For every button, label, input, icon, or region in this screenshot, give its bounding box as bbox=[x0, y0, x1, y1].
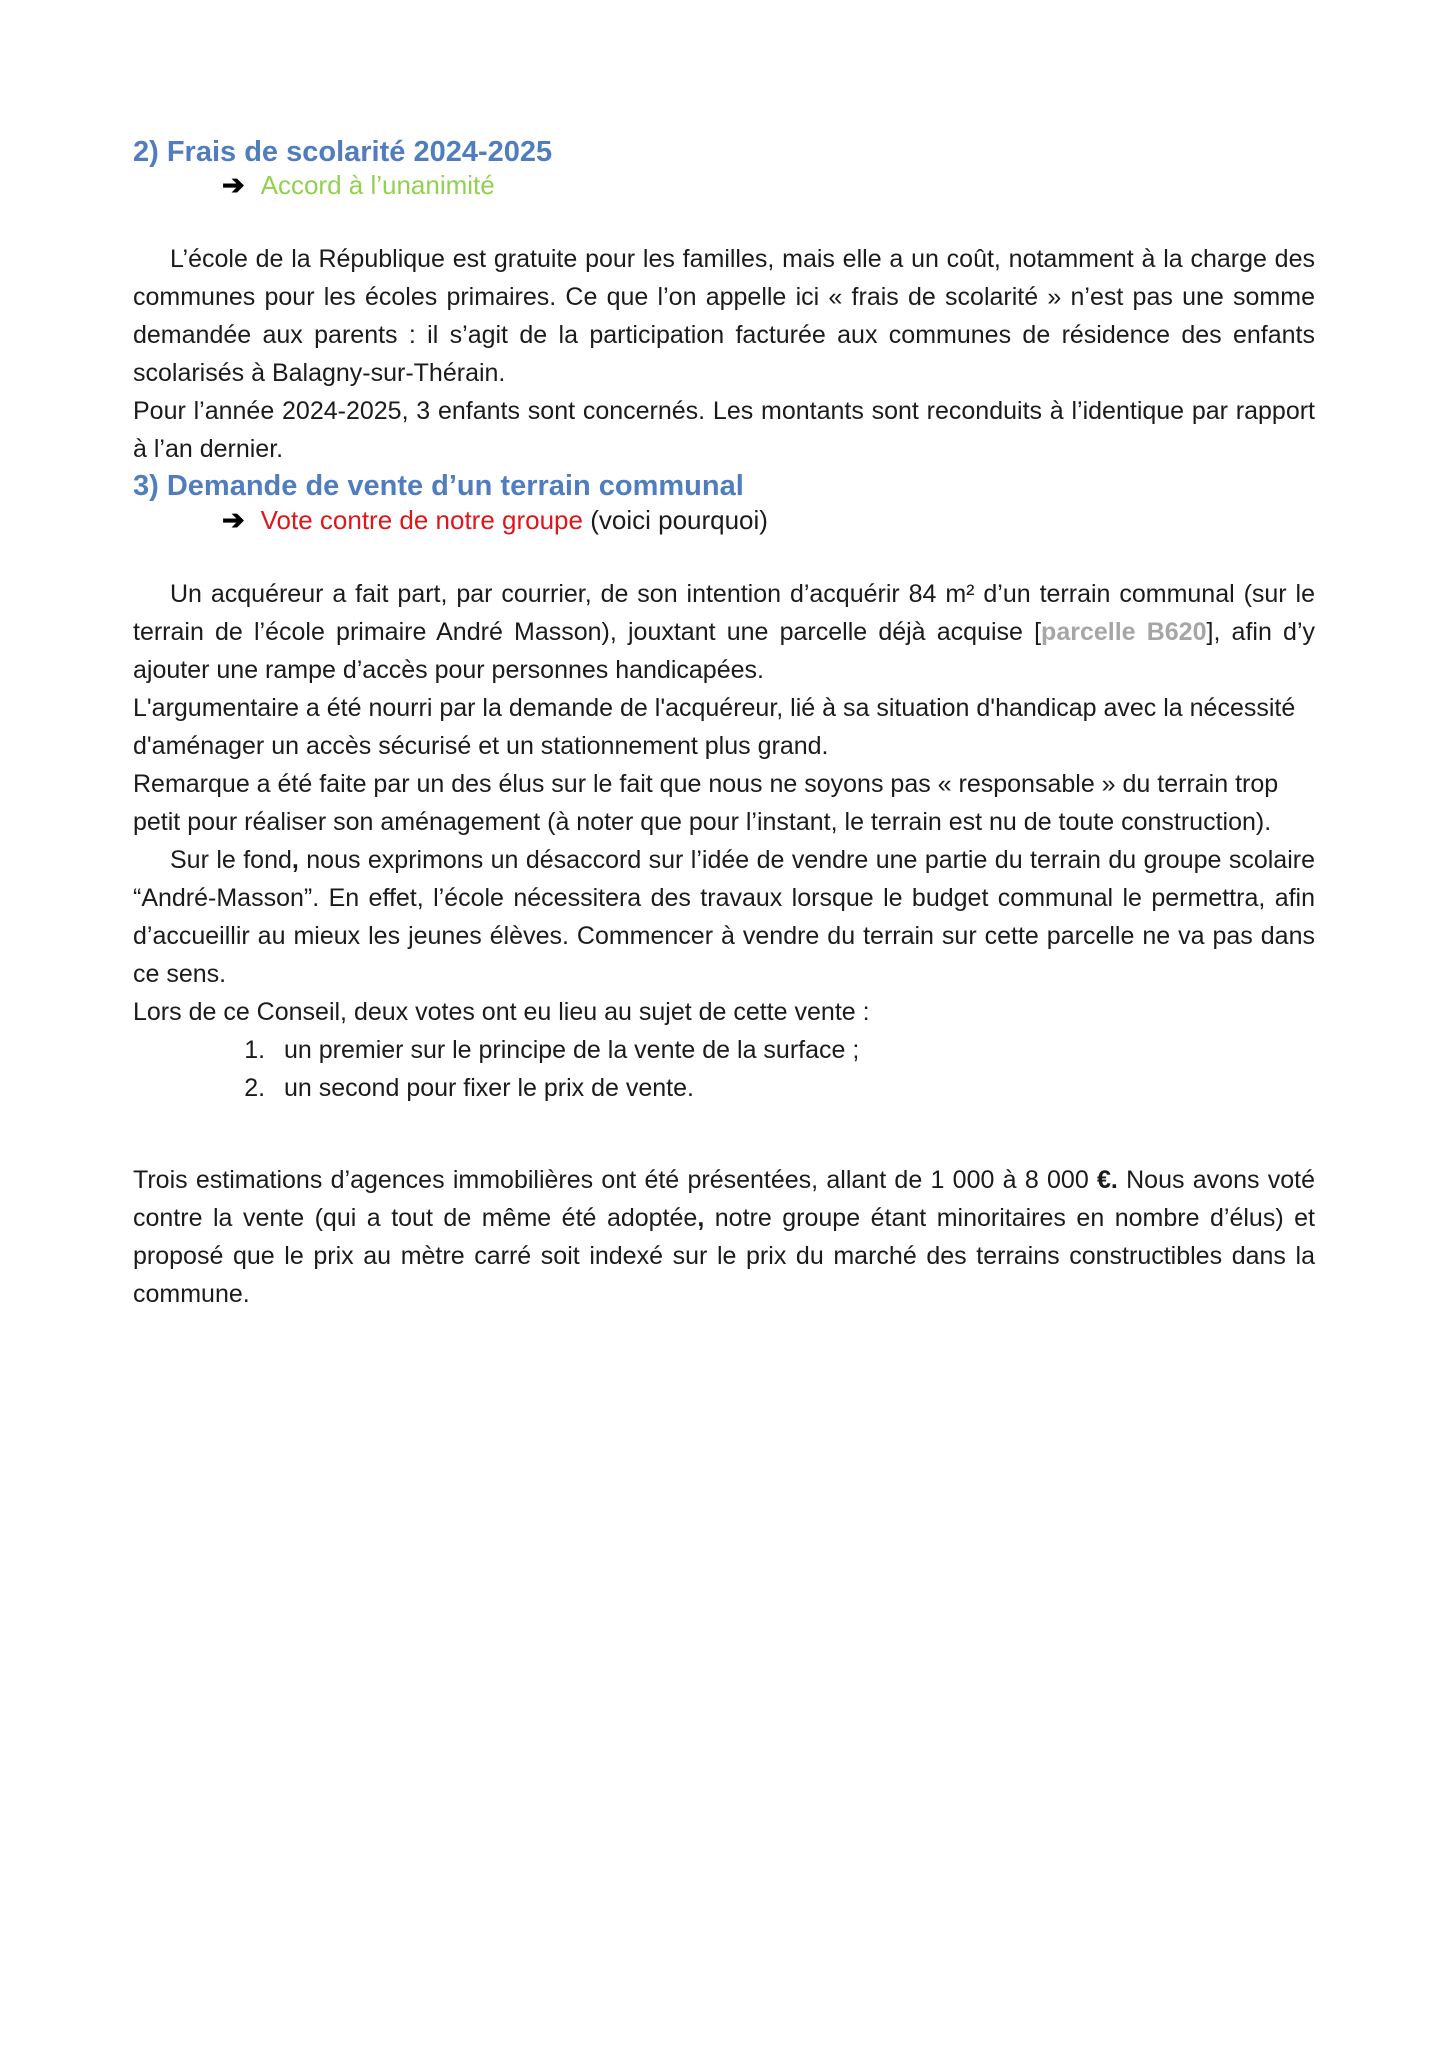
vote-against-text: Vote contre de notre groupe bbox=[260, 504, 583, 535]
paragraph-group-position bbox=[133, 841, 1315, 993]
text-segment: , bbox=[291, 845, 299, 874]
text-segment: parcelle B620 bbox=[1041, 617, 1207, 646]
text-segment: Sur le fond bbox=[170, 845, 292, 874]
section-2-heading: 2) Frais de scolarité 2024-2025 bbox=[133, 136, 553, 168]
arrow-icon: ➔ bbox=[222, 170, 245, 201]
paragraph-elected-remark bbox=[133, 765, 1315, 841]
decision-suffix: (voici pourquoi) bbox=[582, 504, 768, 535]
text-segment: Remarque a été faite par un des élus sur le fait que nous ne soyons pas « responsable » du terrain trop petit pour réaliser son aménagement (à noter que pour l’instant, le terrain est nu de toute construction). bbox=[133, 769, 1279, 836]
vote-list-item-1: 1. un premier sur le principe de la vente de la surface ; bbox=[272, 1031, 1315, 1069]
vote-list-item-2: 2. un second pour fixer le prix de vente. bbox=[272, 1069, 1315, 1107]
paragraph-school-fees-intro bbox=[133, 240, 1315, 392]
text-segment: Pour l’année 2024-2025, 3 enfants sont concernés. Les montants sont reconduits à l’identique par rapport à l’an dernier. bbox=[133, 397, 1315, 464]
arrow-icon: ➔ bbox=[222, 504, 245, 535]
text-segment: Lors de ce Conseil, deux votes ont eu lieu au sujet de cette vente : bbox=[133, 997, 870, 1026]
text-segment: Un acquéreur a fait part, par courrier, de son intention d’acquérir 84 m² d’un terrain communal (sur le terrain de l’école primaire André Masson), jouxtant une parcelle déjà acquise [ bbox=[133, 579, 1315, 646]
section-3-decision-text bbox=[261, 505, 768, 535]
text-segment: nous exprimons un désaccord sur l’idée de vendre une partie du terrain du groupe scolaire “André-Masson”. En effet, l’école nécessitera des travaux lorsque le budget communal le permettra, afin d’accueillir au mieux les jeunes élèves. Commencer à vendre du terrain sur cette parcelle ne va pas dans ce sens. bbox=[133, 845, 1315, 988]
paragraph-two-votes-intro bbox=[133, 993, 1315, 1031]
text-segment: Nous avons voté contre la vente (qui a tout de même été adoptée bbox=[133, 1165, 1315, 1232]
paragraph-buyer-argument bbox=[133, 689, 1315, 765]
text-segment: Trois estimations d’agences immobilières ont été présentées, allant de 1 000 à 8 000 bbox=[133, 1165, 1097, 1194]
paragraph-buyer-request bbox=[133, 575, 1315, 689]
text-segment: ], afin d’y ajouter une rampe d’accès pour personnes handicapées. bbox=[133, 617, 1315, 684]
text-segment: , bbox=[697, 1203, 705, 1232]
section-3-heading: 3) Demande de vente d’un terrain communal bbox=[133, 470, 744, 503]
paragraph-estimations-result bbox=[133, 1161, 1315, 1313]
paragraph-school-fees-amounts bbox=[133, 392, 1315, 468]
text-segment: L’école de la République est gratuite pour les familles, mais elle a un coût, notamment à la charge des communes pour les écoles primaires. Ce que l’on appelle ici « frais de scolarité » n’est pas une somme demandée aux parents : il s’agit de la participation facturée aux communes de résidence des enfants scolarisés à Balagny-sur-Thérain. bbox=[133, 245, 1315, 388]
text-segment: €. bbox=[1097, 1165, 1118, 1194]
section-2-decision-text: Accord à l’unanimité bbox=[260, 170, 495, 201]
text-segment: L'argumentaire a été nourri par la demande de l'acquéreur, lié à sa situation d'handicap avec la nécessité d'aménager un accès sécurisé et un stationnement plus grand. bbox=[133, 693, 1296, 760]
section-2-decision-line bbox=[133, 170, 1315, 200]
text-segment: notre groupe étant minoritaires en nombre d’élus) et proposé que le prix au mètre carré soit indexé sur le prix du marché des terrains constructibles dans la commune. bbox=[133, 1203, 1315, 1308]
section-3-decision-line bbox=[133, 505, 1315, 535]
vote-list bbox=[133, 1031, 1315, 1107]
